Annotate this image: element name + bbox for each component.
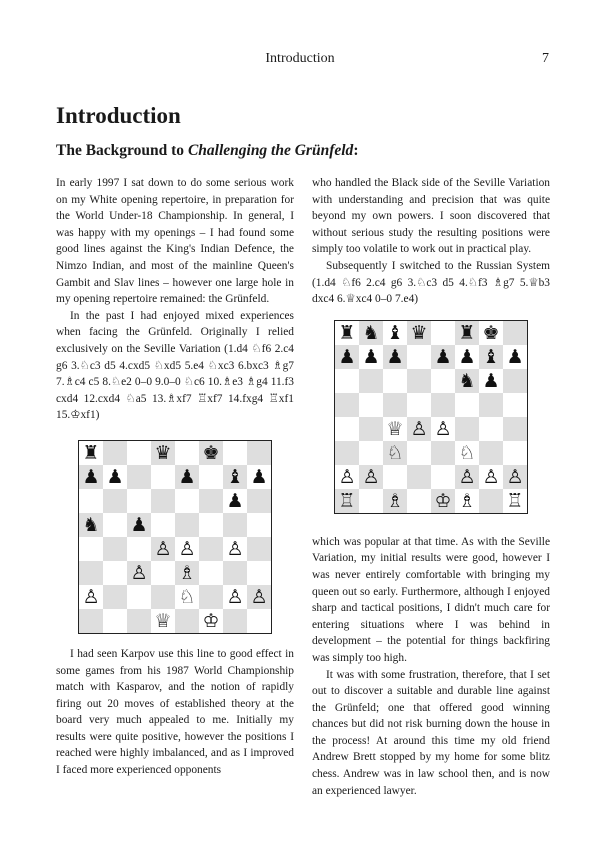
square-a3 — [79, 561, 103, 585]
square-b1 — [359, 489, 383, 513]
square-d7 — [407, 345, 431, 369]
black-pawn-f7: ♟ — [458, 345, 476, 368]
black-rook-a8: ♜ — [82, 441, 100, 464]
square-f3 — [199, 561, 223, 585]
black-pawn-h7: ♟ — [250, 465, 268, 488]
square-b3 — [359, 441, 383, 465]
square-b8 — [103, 441, 127, 465]
black-pawn-a7: ♟ — [79, 465, 103, 489]
square-h3 — [503, 441, 527, 465]
square-g5 — [479, 393, 503, 417]
square-b5 — [359, 393, 383, 417]
page-number: 7 — [542, 51, 549, 66]
right-paragraph-1: who handled the Black side of the Seville Variation with understanding and precision that was quite beyond my own powers. I soon discovered that without serious study the resulting positions were simply too volatile to work out in practical play. — [312, 177, 550, 256]
square-a3 — [335, 441, 359, 465]
black-queen-d8: ♛ — [151, 441, 175, 465]
square-d3 — [407, 441, 431, 465]
black-bishop-g7: ♝ — [223, 465, 247, 489]
white-king-f1: ♔ — [202, 609, 220, 632]
square-c4 — [127, 537, 151, 561]
white-rook-a1: ♖ — [335, 489, 359, 513]
square-g5 — [223, 513, 247, 537]
white-pawn-b2: ♙ — [359, 465, 383, 489]
black-pawn-c5: ♟ — [127, 513, 151, 537]
black-knight-f6: ♞ — [455, 369, 479, 393]
square-h5 — [247, 513, 271, 537]
white-pawn-g2: ♙ — [482, 465, 500, 488]
square-a6 — [335, 369, 359, 393]
section-heading-suffix: : — [353, 142, 359, 159]
square-g1 — [223, 609, 247, 633]
square-f4 — [199, 537, 223, 561]
black-rook-f8: ♜ — [455, 321, 479, 345]
square-f5 — [199, 513, 223, 537]
black-pawn-h7: ♟ — [506, 345, 524, 368]
square-f6 — [199, 489, 223, 513]
square-c6 — [127, 489, 151, 513]
square-b2 — [103, 585, 127, 609]
black-pawn-b7: ♟ — [362, 345, 380, 368]
square-c7 — [127, 465, 151, 489]
white-queen-c4: ♕ — [386, 417, 404, 440]
square-f2 — [199, 585, 223, 609]
square-d6 — [407, 369, 431, 393]
square-d2 — [151, 585, 175, 609]
white-queen-d1: ♕ — [154, 609, 172, 632]
black-king-g8: ♚ — [482, 321, 500, 344]
section-heading-prefix: The Background to — [56, 142, 188, 159]
square-c2 — [127, 585, 151, 609]
black-pawn-g6: ♟ — [226, 489, 244, 512]
square-g1 — [479, 489, 503, 513]
square-h5 — [503, 393, 527, 417]
square-a4 — [79, 537, 103, 561]
square-e5 — [431, 393, 455, 417]
black-pawn-b7: ♟ — [106, 465, 124, 488]
black-knight-a5: ♞ — [79, 513, 103, 537]
white-pawn-a2: ♙ — [338, 465, 356, 488]
square-e6 — [431, 369, 455, 393]
square-h8 — [247, 441, 271, 465]
square-g8 — [223, 441, 247, 465]
black-queen-d8: ♛ — [407, 321, 431, 345]
white-pawn-g4: ♙ — [226, 537, 244, 560]
white-pawn-c3: ♙ — [127, 561, 151, 585]
square-e5 — [175, 513, 199, 537]
square-f7 — [199, 465, 223, 489]
right-paragraph-4: It was with some frustration, therefore, that I set out to discover a suitable and durable line against the Grünfeld; one that offered good winning chances but did not risk burning down the house in the process! At around this time my old friend Andrew Brett stopped by my home for some blitz chess. Andrew was in law school then, and is now an experienced lawyer. — [312, 668, 550, 797]
white-king-e1: ♔ — [431, 489, 455, 513]
white-bishop-f1: ♗ — [458, 489, 476, 512]
white-pawn-h2: ♙ — [503, 465, 527, 489]
right-paragraph-2: Subsequently I switched to the Russian System (1.d4 ♘f6 2.c4 g6 3.♘c3 d5 4.♘f3 ♗g7 5.♕b3 dxc4 6.♕xc4 0–0 7.e4) — [312, 259, 550, 306]
white-bishop-e3: ♗ — [175, 561, 199, 585]
square-h6 — [247, 489, 271, 513]
white-pawn-a2: ♙ — [82, 585, 100, 608]
page-header — [0, 51, 600, 69]
chess-diagram-seville — [78, 440, 272, 634]
chapter-title: Introduction — [56, 103, 181, 128]
white-knight-f3: ♘ — [458, 441, 476, 464]
square-b1 — [103, 609, 127, 633]
right-paragraph-3: which was popular at that time. As with the Seville Variation, my initial results were good, however I was never entirely comfortable with bringing my queen out so early. Furthermore, although I enjoyed sharp and tactical positions, I didn't much care for entering situations where I was behind in development – the potential for things backfiring was simply too high. — [312, 535, 550, 664]
square-a5 — [335, 393, 359, 417]
black-pawn-c7: ♟ — [383, 345, 407, 369]
square-d1 — [407, 489, 431, 513]
square-d7 — [151, 465, 175, 489]
black-knight-b8: ♞ — [359, 321, 383, 345]
black-rook-a8: ♜ — [338, 321, 356, 344]
square-e6 — [175, 489, 199, 513]
black-pawn-e7: ♟ — [431, 345, 455, 369]
square-c5 — [383, 393, 407, 417]
white-pawn-d4: ♙ — [407, 417, 431, 441]
left-paragraph-3: I had seen Karpov use this line to good effect in some games from his 1987 World Championship match with Kasparov, and the notion of rapidly firing out 20 moves of established theory at the board very much appealed to me. Initially my results were quite positive, however the positions I reached were highly imbalanced, and as I improved I faced more experienced opponents — [56, 647, 294, 777]
square-d5 — [407, 393, 431, 417]
square-d6 — [151, 489, 175, 513]
square-a4 — [335, 417, 359, 441]
black-pawn-e7: ♟ — [175, 465, 199, 489]
square-e8 — [431, 321, 455, 345]
white-knight-e2: ♘ — [178, 585, 196, 608]
right-column — [312, 175, 550, 799]
black-bishop-c8: ♝ — [386, 321, 404, 344]
white-pawn-f2: ♙ — [455, 465, 479, 489]
square-d2 — [407, 465, 431, 489]
left-paragraph-1: In early 1997 I sat down to do some serious work on my White opening repertoire, in preparation for the World Under-18 Championship. In general, I was happy with my openings – I had found some good lines against the King's Indian Defence, the Nimzo Indian, and most of the mainline Queen's Gambit and Slav lines – however one large hole in my opening repertoire remained: the Grünfeld. — [56, 177, 294, 306]
square-b5 — [103, 513, 127, 537]
section-heading-book-title: Challenging the Grünfeld — [187, 142, 354, 159]
chess-diagram-russian — [334, 320, 528, 514]
square-a6 — [79, 489, 103, 513]
left-paragraph-2: In the past I had enjoyed mixed experiences when facing the Grünfeld. Originally I relied exclusively on the Seville Variation (1.d4 ♘f6 2.c4 g6 3.♘c3 d5 4.cxd5 ♘xd5 5.e4 ♘xc3 6.bxc3 ♗g7 7.♗c4 c5 8.♘e2 0–0 9.0–0 ♘c6 10.♗e3 ♗g4 11.f3 cxd4 12.cxd4 ♘a5 13.♗xf7 ♖xf7 14.fxg4 ♖xf1 15.♔xf1) — [56, 309, 294, 422]
square-f4 — [455, 417, 479, 441]
black-bishop-g7: ♝ — [479, 345, 503, 369]
white-rook-h1: ♖ — [506, 489, 524, 512]
square-e3 — [431, 441, 455, 465]
white-pawn-g2: ♙ — [226, 585, 244, 608]
square-b6 — [359, 369, 383, 393]
black-pawn-a7: ♟ — [335, 345, 359, 369]
square-c1 — [127, 609, 151, 633]
square-g3 — [479, 441, 503, 465]
left-column — [56, 175, 294, 779]
square-h4 — [503, 417, 527, 441]
square-e8 — [175, 441, 199, 465]
square-b3 — [103, 561, 127, 585]
square-b6 — [103, 489, 127, 513]
square-e1 — [175, 609, 199, 633]
square-c6 — [383, 369, 407, 393]
white-pawn-e4: ♙ — [434, 417, 452, 440]
square-h4 — [247, 537, 271, 561]
square-f5 — [455, 393, 479, 417]
square-h6 — [503, 369, 527, 393]
square-h8 — [503, 321, 527, 345]
black-pawn-g6: ♟ — [482, 369, 500, 392]
square-d5 — [151, 513, 175, 537]
section-heading — [56, 142, 358, 160]
black-king-f8: ♚ — [199, 441, 223, 465]
white-pawn-e4: ♙ — [178, 537, 196, 560]
square-a1 — [79, 609, 103, 633]
white-pawn-h2: ♙ — [247, 585, 271, 609]
square-g4 — [479, 417, 503, 441]
square-h1 — [247, 609, 271, 633]
square-b4 — [359, 417, 383, 441]
square-c2 — [383, 465, 407, 489]
white-knight-c3: ♘ — [383, 441, 407, 465]
white-bishop-c1: ♗ — [383, 489, 407, 513]
square-c8 — [127, 441, 151, 465]
square-h3 — [247, 561, 271, 585]
square-g3 — [223, 561, 247, 585]
square-d3 — [151, 561, 175, 585]
square-b4 — [103, 537, 127, 561]
square-e2 — [431, 465, 455, 489]
white-pawn-d4: ♙ — [151, 537, 175, 561]
running-title: Introduction — [265, 51, 335, 66]
